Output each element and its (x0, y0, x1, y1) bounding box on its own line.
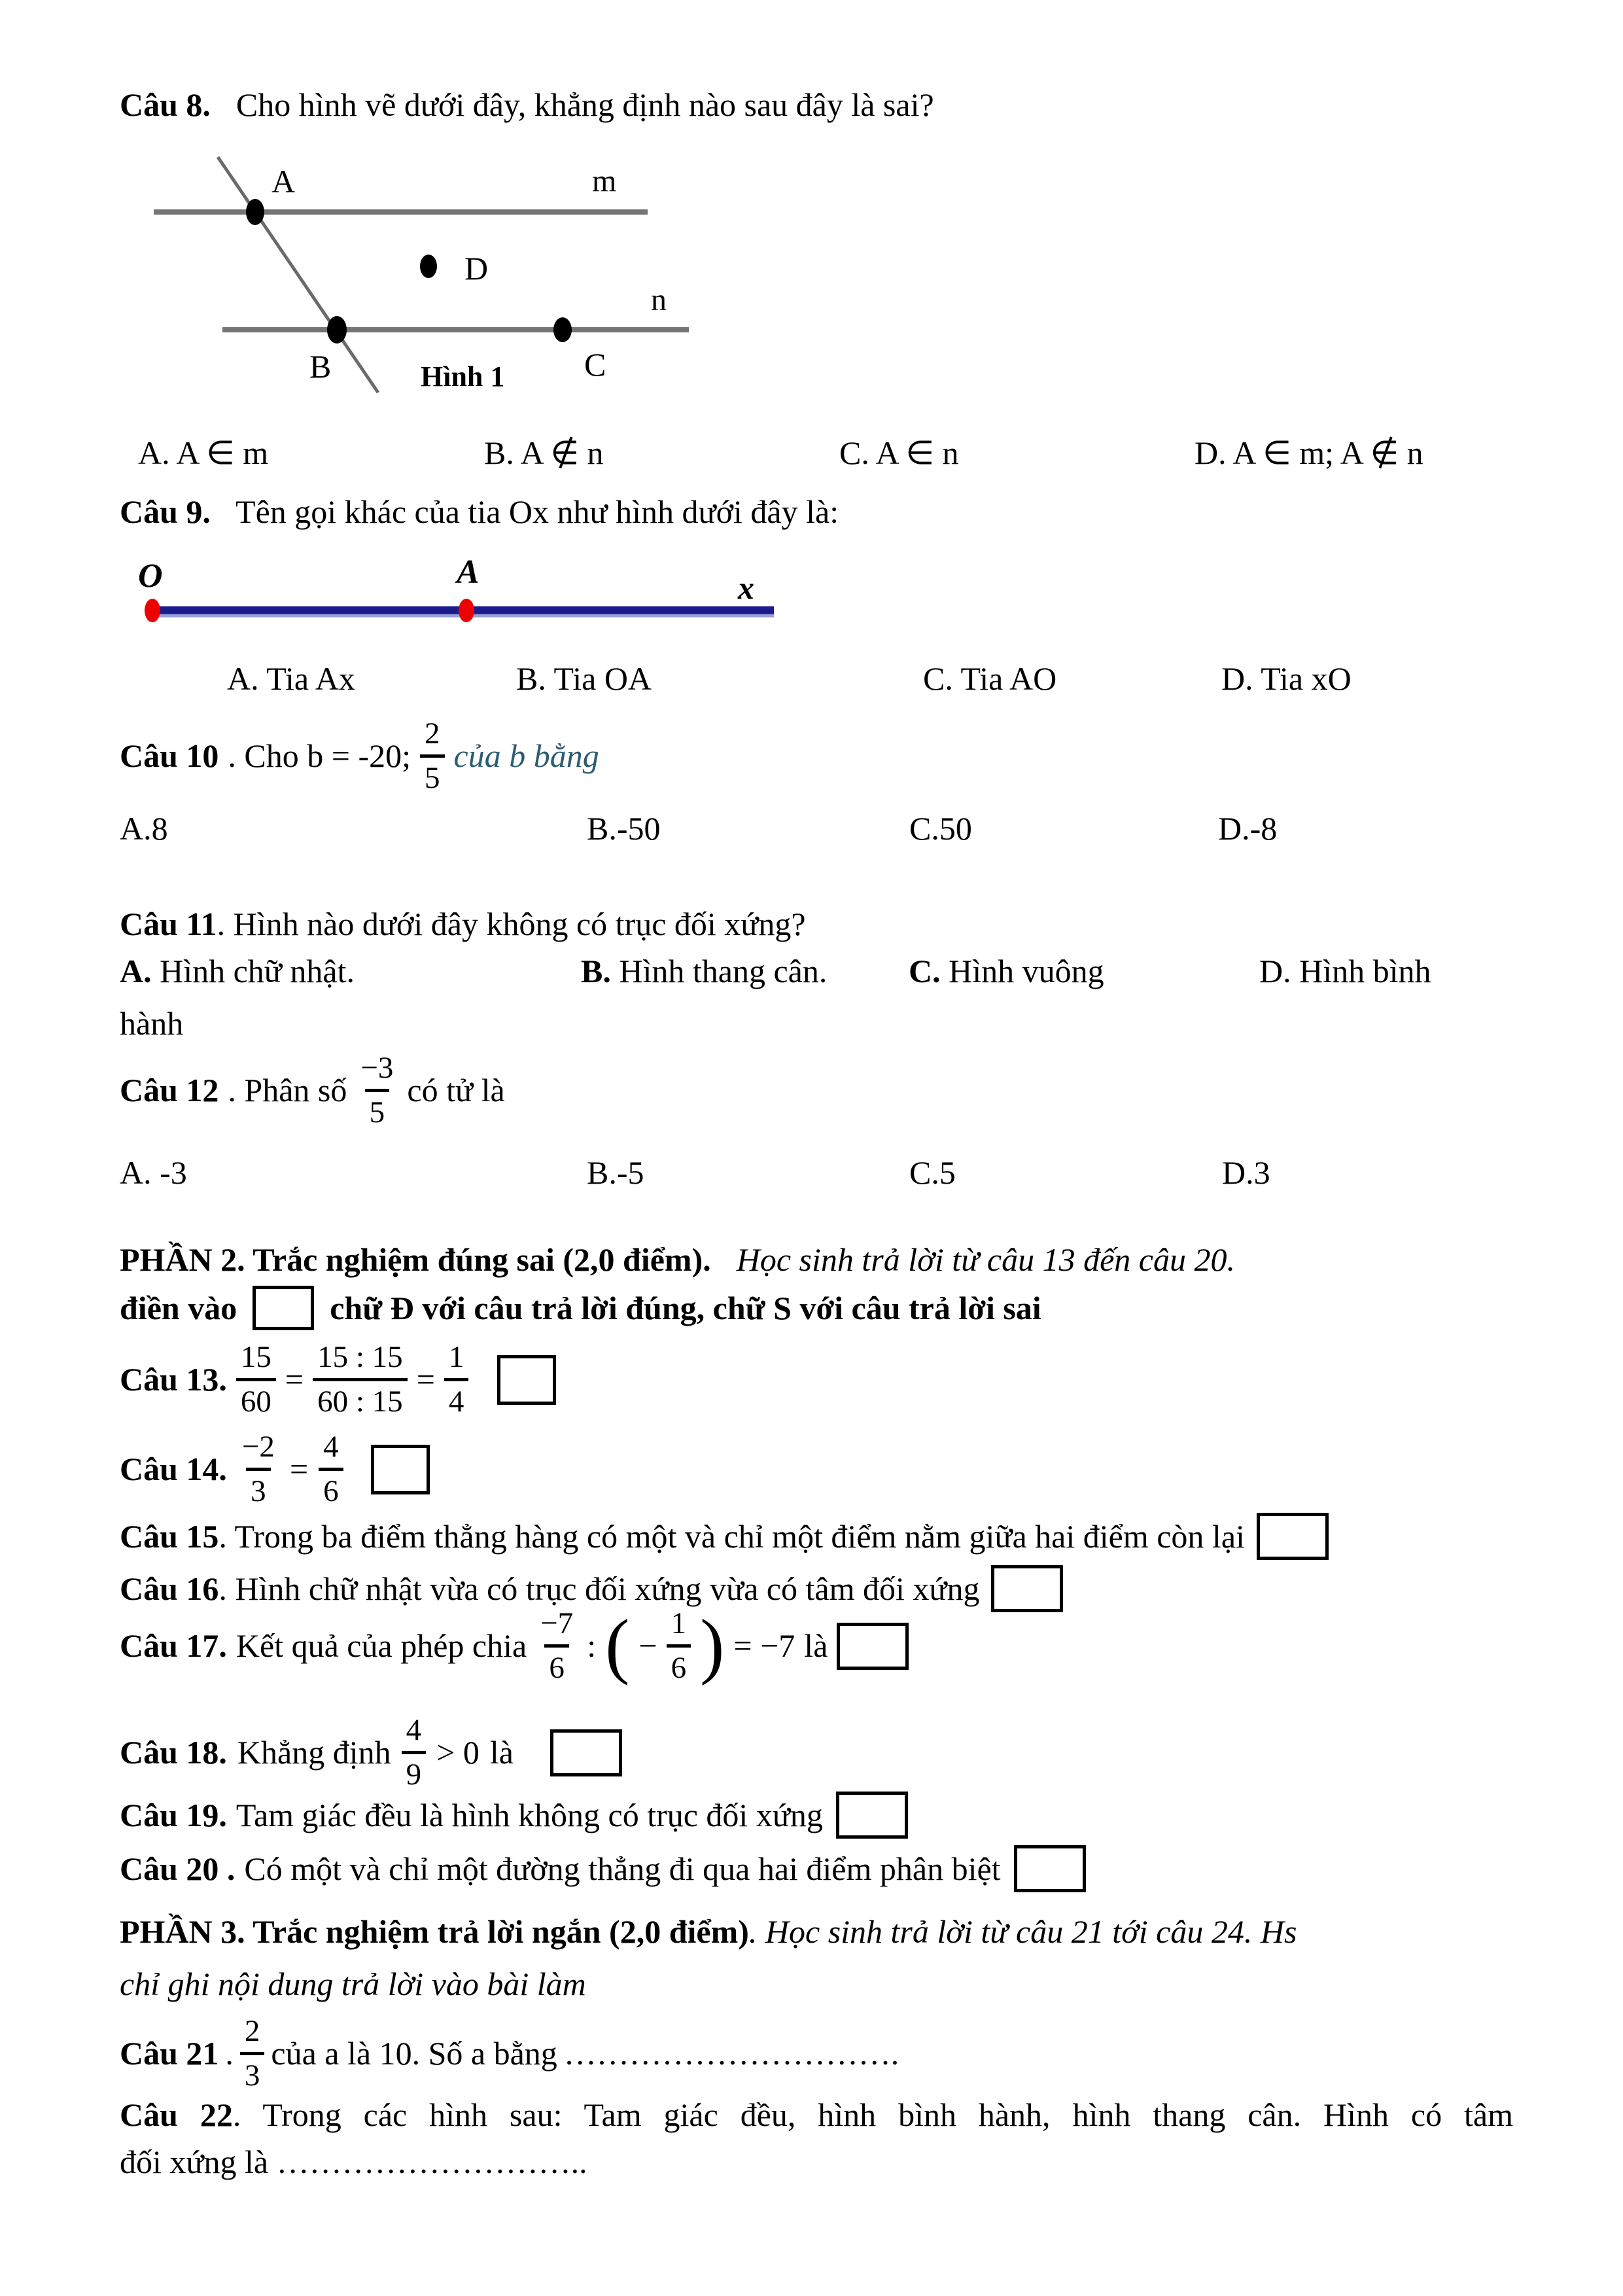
q18-frac-num: 4 (406, 1713, 422, 1747)
question-17 (120, 1606, 909, 1686)
q14-fraction-2 (319, 1430, 343, 1509)
question-13 (120, 1340, 556, 1419)
question-10-heading (120, 716, 599, 796)
q21-fraction (240, 2014, 265, 2093)
point-a-dot (459, 599, 474, 622)
question-12-text-before: . Phân số (228, 1072, 347, 1108)
q14-answer-box[interactable] (371, 1445, 430, 1494)
part-2-instruction-after: chữ Đ với câu trả lời đúng, chữ S với câu trả lời sai (330, 1289, 1041, 1326)
q8-option-d: D. A ∈ m; A ∉ n (1195, 434, 1423, 471)
point-a-label: A (271, 163, 296, 200)
q18-relation: > 0 (436, 1734, 480, 1771)
figure-1-drawing (134, 152, 710, 399)
question-22-dots[interactable]: ……………………….. (276, 2144, 587, 2180)
part-2-title-bold: PHẦN 2. Trắc nghiệm đúng sai (2,0 điểm). (120, 1241, 711, 1278)
question-21-dots[interactable]: …………………………. (563, 2035, 899, 2072)
q13-answer-box[interactable] (497, 1355, 556, 1405)
q12-frac-num: −3 (360, 1051, 394, 1085)
q18-frac-den: 9 (402, 1751, 427, 1792)
q18-fraction (402, 1713, 427, 1792)
q13-frac2-den: 60 : 15 (313, 1378, 408, 1419)
point-b-label: B (309, 348, 332, 385)
q9-option-c: C. Tia AO (923, 660, 1057, 697)
point-c-label: C (584, 346, 606, 383)
question-18 (120, 1713, 622, 1792)
q12-option-a: A. -3 (120, 1154, 187, 1191)
q20-answer-box[interactable] (1014, 1845, 1086, 1892)
q10-frac-num: 2 (425, 716, 440, 751)
point-d-label: D (464, 250, 489, 287)
part-3-instruction-line2: chỉ ghi nội dung trả lời vào bài làm (120, 1966, 586, 2002)
question-22-text1: . Trong các hình sau: Tam giác đều, hình bình hành, hình thang cân. Hình có tâm (232, 2096, 1514, 2133)
question-22-label: Câu 22 (120, 2096, 233, 2133)
question-9-heading (120, 491, 839, 533)
question-8-options (120, 434, 1623, 478)
point-c-dot (553, 317, 572, 342)
q9-option-a: A. Tia Ax (227, 660, 355, 697)
q9-option-d: D. Tia xO (1221, 660, 1352, 697)
line-n-label: n (651, 283, 667, 317)
point-a-dot (246, 199, 264, 225)
question-14-label: Câu 14. (120, 1451, 227, 1487)
transversal-line (218, 157, 378, 393)
q10-fraction (420, 716, 445, 796)
q12-frac-den: 5 (365, 1089, 390, 1130)
q13-frac1-den: 60 (236, 1378, 276, 1419)
q10-option-b: B.-50 (587, 810, 661, 847)
question-17-label: Câu 17. (120, 1627, 227, 1664)
q17-paren-open: ( (605, 1604, 630, 1686)
question-20-text: Có một và chỉ một đường thẳng đi qua hai điểm phân biệt (244, 1850, 1001, 1887)
part-2-instruction (120, 1286, 1041, 1330)
question-15-text: . Trong ba điểm thẳng hàng có một và chỉ một điểm nằm giữa hai điểm còn lại (218, 1517, 1245, 1555)
question-16 (120, 1565, 1063, 1612)
question-22-line2 (120, 2141, 587, 2183)
question-12-label: Câu 12 (120, 1072, 219, 1108)
question-21-label: Câu 21 (120, 2035, 219, 2072)
part-2-answer-box[interactable] (253, 1286, 314, 1330)
question-9-label: Câu 9. (120, 493, 211, 530)
q21-frac-num: 2 (244, 2014, 260, 2048)
q13-frac3-den: 4 (444, 1378, 469, 1419)
question-19-label: Câu 19. (120, 1796, 227, 1833)
q13-fraction-3 (444, 1340, 469, 1419)
q11-option-c-text: Hình vuông (949, 953, 1104, 989)
line-m-label: m (592, 164, 617, 198)
question-12-heading (120, 1051, 505, 1130)
question-11-label: Câu 11 (120, 906, 217, 942)
question-9-text: Tên gọi khác của tia Ox như hình dưới đây là: (236, 493, 839, 530)
q9-option-b: B. Tia OA (516, 660, 652, 697)
q11-option-d (1259, 952, 1431, 990)
q15-answer-box[interactable] (1257, 1513, 1329, 1560)
q14-fraction-1 (237, 1430, 279, 1509)
question-8-text: Cho hình vẽ dưới đây, khẳng định nào sau đây là sai? (236, 86, 934, 123)
point-b-dot (327, 316, 347, 344)
q8-option-a: A. A ∈ m (138, 434, 269, 471)
q14-frac1-den: 3 (246, 1468, 271, 1509)
q11-option-a (120, 952, 355, 990)
q13-fraction-1 (236, 1340, 276, 1419)
question-22-text2: đối xứng là (120, 2144, 269, 2180)
q14-equals: = (289, 1451, 309, 1487)
q11-option-b-text: Hình thang cân. (619, 953, 828, 989)
q17-result: = −7 (733, 1627, 795, 1664)
q10-option-a: A.8 (120, 810, 168, 847)
part-3-title (120, 1911, 1297, 1953)
q17-colon: : (587, 1627, 597, 1664)
q17-frac2-num: 1 (671, 1606, 687, 1640)
q17-minus: − (638, 1627, 657, 1664)
question-16-label: Câu 16 (120, 1570, 219, 1607)
question-8-heading (120, 84, 934, 126)
figure-1-caption: Hình 1 (421, 361, 505, 393)
question-11-heading (120, 903, 806, 945)
q14-frac2-den: 6 (319, 1468, 343, 1509)
q17-frac1-num: −7 (540, 1606, 574, 1640)
q17-la: là (804, 1627, 828, 1664)
question-11-options (120, 952, 1623, 997)
question-20 (120, 1845, 1086, 1892)
question-18-text: Khẳng định (237, 1734, 391, 1771)
part-2-title (120, 1239, 1235, 1281)
q11-option-d-key: D. (1259, 953, 1291, 989)
q11-option-b-key: B. (581, 953, 611, 989)
figure-2-drawing (120, 553, 839, 651)
q11-option-c-key: C. (909, 953, 941, 989)
q12-option-d: D.3 (1222, 1154, 1270, 1191)
q19-answer-box[interactable] (836, 1792, 908, 1839)
question-10-text-after: của b bằng (453, 737, 599, 774)
part-2-title-italic: Học sinh trả lời từ câu 13 đến câu 20. (736, 1241, 1235, 1278)
q17-fraction-2 (667, 1606, 691, 1686)
q12-option-c: C.5 (909, 1154, 956, 1191)
end-x-label: x (738, 569, 754, 606)
q18-answer-box[interactable] (550, 1729, 622, 1776)
part-3-title-italic: . Học sinh trả lời từ câu 21 tới câu 24. Hs (748, 1913, 1297, 1950)
q11-option-d-text: Hình bình (1299, 953, 1431, 989)
q14-frac1-num: −2 (241, 1430, 275, 1464)
q10-option-d: D.-8 (1218, 810, 1278, 847)
part-3-title-bold: PHẦN 3. Trắc nghiệm trả lời ngắn (2,0 điểm) (120, 1913, 749, 1950)
q12-option-b: B.-5 (587, 1154, 644, 1191)
origin-o-label: O (138, 557, 163, 595)
q17-paren-close: ) (700, 1604, 725, 1686)
q17-answer-box[interactable] (837, 1623, 909, 1670)
question-21-sep: . (225, 2035, 234, 2072)
question-13-label: Câu 13. (120, 1361, 227, 1398)
q13-fraction-2 (313, 1340, 408, 1419)
point-a-label: A (457, 554, 480, 591)
q21-frac-den: 3 (240, 2052, 265, 2093)
q11-option-b (581, 952, 827, 990)
q13-frac3-num: 1 (448, 1340, 464, 1374)
question-17-text: Kết quả của phép chia (236, 1627, 527, 1664)
question-8-label: Câu 8. (120, 86, 211, 123)
q13-equals-2: = (416, 1361, 435, 1398)
question-15 (120, 1513, 1329, 1560)
question-12-options (120, 1154, 1623, 1198)
question-10-options (120, 809, 1623, 854)
question-20-label: Câu 20 . (120, 1850, 236, 1887)
q12-fraction (356, 1051, 398, 1130)
q11-option-a-key: A. (120, 953, 152, 989)
q11-option-a-text: Hình chữ nhật. (160, 953, 355, 989)
q18-la: là (489, 1734, 514, 1771)
figure-2 (120, 553, 839, 662)
q16-answer-box[interactable] (991, 1565, 1063, 1612)
question-22-line1 (120, 2094, 1513, 2136)
q14-frac2-num: 4 (323, 1430, 339, 1464)
question-10-label: Câu 10 (120, 737, 219, 774)
question-19 (120, 1792, 908, 1839)
part-2-instruction-before: điền vào (120, 1289, 237, 1326)
question-18-label: Câu 18. (120, 1734, 227, 1771)
q10-frac-den: 5 (420, 754, 445, 796)
question-21-text: của a là 10. Số a bằng (271, 2035, 557, 2072)
q11-option-c (909, 952, 1104, 990)
q17-frac1-den: 6 (544, 1644, 569, 1686)
q13-equals-1: = (285, 1361, 304, 1398)
q17-frac2-den: 6 (667, 1644, 691, 1686)
q13-frac2-num: 15 : 15 (317, 1340, 403, 1374)
question-15-label: Câu 15 (120, 1517, 219, 1555)
q17-fraction-1 (536, 1606, 578, 1686)
figure-1 (134, 152, 710, 410)
q8-option-b: B. A ∉ n (484, 434, 604, 471)
q10-option-c: C.50 (909, 810, 972, 847)
question-11-continuation: hành (120, 1005, 184, 1042)
question-14 (120, 1430, 430, 1509)
origin-o-dot (145, 599, 160, 622)
question-10-text-before: . Cho b = -20; (228, 737, 411, 774)
question-9-options (120, 660, 1623, 704)
question-19-text: Tam giác đều là hình không có trục đối xứng (236, 1796, 823, 1833)
question-21 (120, 2014, 899, 2093)
point-d-dot (420, 255, 437, 278)
question-12-text-after: có tử là (407, 1072, 505, 1108)
question-16-text: . Hình chữ nhật vừa có trục đối xứng vừa có tâm đối xứng (218, 1570, 980, 1607)
q8-option-c: C. A ∈ n (839, 434, 959, 471)
question-11-text: . Hình nào dưới đây không có trục đối xứng? (217, 906, 806, 942)
q13-frac1-num: 15 (240, 1340, 271, 1374)
